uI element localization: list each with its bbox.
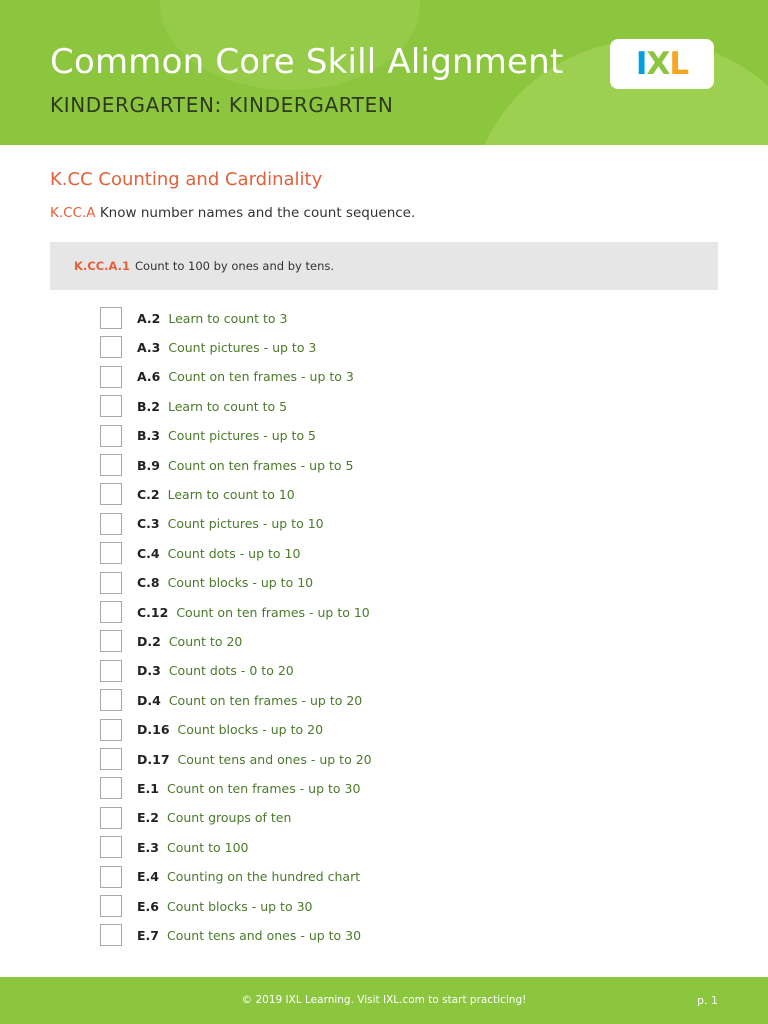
- skill-item: [100, 306, 288, 330]
- skill-name[interactable]: Count to 20: [168, 633, 243, 649]
- skill-code: D.16: [137, 722, 170, 738]
- skill-checkbox[interactable]: [100, 425, 122, 447]
- skill-code: C.12: [137, 604, 169, 620]
- skill-checkbox[interactable]: [100, 895, 122, 917]
- skill-item: [100, 394, 287, 418]
- skill-item: [100, 659, 294, 683]
- skill-code: C.8: [137, 575, 160, 591]
- skill-item: [100, 923, 361, 947]
- skill-name[interactable]: Count on ten frames - up to 5: [167, 457, 354, 473]
- skill-name[interactable]: Count pictures - up to 10: [167, 516, 324, 532]
- skill-name[interactable]: Count blocks - up to 20: [177, 722, 324, 738]
- skill-checkbox[interactable]: [100, 836, 122, 858]
- skill-name[interactable]: Learn to count to 3: [168, 310, 288, 326]
- skill-code: E.6: [137, 898, 159, 914]
- skill-item: [100, 600, 370, 624]
- page-number: p. 1: [697, 994, 718, 1007]
- logo-letter-l: L: [669, 46, 689, 82]
- skill-name[interactable]: Count groups of ten: [167, 810, 292, 826]
- skill-checkbox[interactable]: [100, 454, 122, 476]
- skill-checkbox[interactable]: [100, 307, 122, 329]
- skill-code: C.4: [137, 545, 160, 561]
- skill-name[interactable]: Count blocks - up to 30: [167, 898, 313, 914]
- skill-name[interactable]: Counting on the hundred chart: [167, 869, 361, 885]
- skill-code: C.3: [137, 516, 160, 532]
- skill-code: B.2: [137, 398, 160, 414]
- skill-code: D.3: [137, 663, 161, 679]
- footer-text: © 2019 IXL Learning. Visit IXL.com to start practicing!: [241, 994, 527, 1006]
- skill-checkbox[interactable]: [100, 924, 122, 946]
- skill-checkbox[interactable]: [100, 866, 122, 888]
- skill-checkbox[interactable]: [100, 689, 122, 711]
- skill-item: [100, 365, 354, 389]
- skill-checkbox[interactable]: [100, 483, 122, 505]
- footer: [0, 977, 768, 1024]
- skill-name[interactable]: Count dots - up to 10: [167, 545, 301, 561]
- skill-item: [100, 482, 295, 506]
- skill-code: E.2: [137, 810, 159, 826]
- skill-item: [100, 629, 242, 653]
- logo-letter-i: I: [635, 46, 647, 82]
- skill-name[interactable]: Count on ten frames - up to 20: [168, 692, 363, 708]
- skill-item: [100, 335, 316, 359]
- skill-item: [100, 541, 300, 565]
- skill-checkbox[interactable]: [100, 807, 122, 829]
- domain-title: K.CC Counting and Cardinality: [50, 169, 323, 190]
- skill-checkbox[interactable]: [100, 572, 122, 594]
- skill-name[interactable]: Learn to count to 10: [167, 486, 295, 502]
- skill-item: [100, 571, 313, 595]
- cluster-text: Know number names and the count sequence.: [99, 205, 416, 221]
- header-banner: [0, 0, 768, 145]
- skill-item: [100, 865, 360, 889]
- skill-code: C.2: [137, 486, 160, 502]
- skill-name[interactable]: Learn to count to 5: [167, 398, 288, 414]
- skill-code: E.4: [137, 869, 159, 885]
- skill-checkbox[interactable]: [100, 777, 122, 799]
- skill-checkbox[interactable]: [100, 395, 122, 417]
- standard-text: Count to 100 by ones and by tens.: [135, 259, 335, 273]
- standard-code: K.CC.A.1: [74, 259, 131, 273]
- skill-checkbox[interactable]: [100, 719, 122, 741]
- skill-code: A.2: [137, 310, 161, 326]
- page-title: Common Core Skill Alignment: [50, 42, 564, 82]
- skill-name[interactable]: Count pictures - up to 5: [167, 428, 317, 444]
- skill-code: E.1: [137, 780, 159, 796]
- skill-checkbox[interactable]: [100, 630, 122, 652]
- skill-item: [100, 806, 291, 830]
- skill-name[interactable]: Count tens and ones - up to 30: [167, 927, 362, 943]
- skill-code: B.3: [137, 428, 160, 444]
- skill-code: A.6: [137, 369, 161, 385]
- page-subtitle: KINDERGARTEN: KINDERGARTEN: [50, 93, 394, 117]
- skill-name[interactable]: Count blocks - up to 10: [167, 575, 314, 591]
- skill-code: D.17: [137, 751, 170, 767]
- logo-letter-x: X: [646, 46, 670, 82]
- skill-name[interactable]: Count tens and ones - up to 20: [177, 751, 372, 767]
- skill-name[interactable]: Count pictures - up to 3: [168, 339, 317, 355]
- skill-item: [100, 453, 353, 477]
- skill-name[interactable]: Count dots - 0 to 20: [168, 663, 294, 679]
- skill-name[interactable]: Count on ten frames - up to 10: [176, 604, 370, 620]
- skill-checkbox[interactable]: [100, 660, 122, 682]
- cluster-code: K.CC.A: [50, 205, 96, 221]
- skill-code: D.4: [137, 692, 161, 708]
- skill-checkbox[interactable]: [100, 601, 122, 623]
- skill-item: [100, 747, 372, 771]
- skill-item: [100, 424, 316, 448]
- skill-checkbox[interactable]: [100, 336, 122, 358]
- skill-code: E.3: [137, 839, 159, 855]
- skill-name[interactable]: Count on ten frames - up to 30: [167, 780, 361, 796]
- skill-item: [100, 894, 313, 918]
- cluster-heading: [50, 205, 415, 221]
- skill-item: [100, 512, 324, 536]
- skill-checkbox[interactable]: [100, 748, 122, 770]
- skill-checkbox[interactable]: [100, 513, 122, 535]
- skill-code: A.3: [137, 339, 161, 355]
- skill-item: [100, 835, 248, 859]
- skill-code: D.2: [137, 633, 161, 649]
- skill-code: B.9: [137, 457, 160, 473]
- standard-box: [50, 242, 718, 290]
- skill-code: E.7: [137, 927, 159, 943]
- skill-name[interactable]: Count on ten frames - up to 3: [168, 369, 354, 385]
- skill-name[interactable]: Count to 100: [167, 839, 249, 855]
- skill-checkbox[interactable]: [100, 542, 122, 564]
- skill-item: [100, 688, 362, 712]
- skill-checkbox[interactable]: [100, 366, 122, 388]
- skill-item: [100, 718, 323, 742]
- skill-item: [100, 776, 360, 800]
- ixl-logo: [610, 39, 714, 89]
